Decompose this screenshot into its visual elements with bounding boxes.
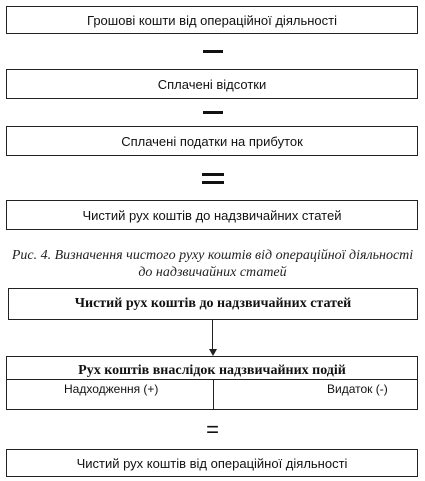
vertical-divider [213,379,214,410]
equals-sign-bottom [202,181,224,184]
figure-caption-line-1: Рис. 4. Визначення чистого руху коштів від операційної діяльності [11,248,414,263]
horizontal-divider [7,379,417,380]
net-flow-before-extraordinary-box-2 [8,288,418,320]
outflows-label: Видаток (-) [327,382,388,396]
minus-sign [203,111,223,114]
extraordinary-events-box [6,356,418,410]
extraordinary-events-title: Рух коштів внаслідок надзвичайних подій [78,363,346,378]
net-operating-flow-box [6,449,418,477]
net-flow-before-extraordinary-label: Чистий рух коштів до надзвичайних статей [82,207,342,223]
income-tax-paid-label: Сплачені податки на прибуток [121,133,303,149]
figure-caption-line-2: до надзвичайних статей [138,265,287,280]
operating-cash-box [6,6,418,34]
interest-paid-label: Сплачені відсотки [157,76,267,92]
inflows-label: Надходження (+) [64,382,159,396]
operating-cash-label: Грошові кошти від операційної діяльності [87,12,337,28]
arrow-down-icon [209,349,217,356]
net-flow-before-extraordinary-label-2: Чистий рух коштів до надзвичайних статей [74,296,352,311]
net-operating-flow-label: Чистий рух коштів від операційної діяльності [76,455,348,471]
arrow-connector [212,320,213,350]
equals-sign-top [202,173,224,176]
net-flow-before-extraordinary-box [6,200,418,230]
income-tax-paid-box [6,126,418,156]
interest-paid-box [6,69,418,99]
minus-sign [203,50,223,53]
equals-sign-bottom-diagram: = [206,417,219,442]
